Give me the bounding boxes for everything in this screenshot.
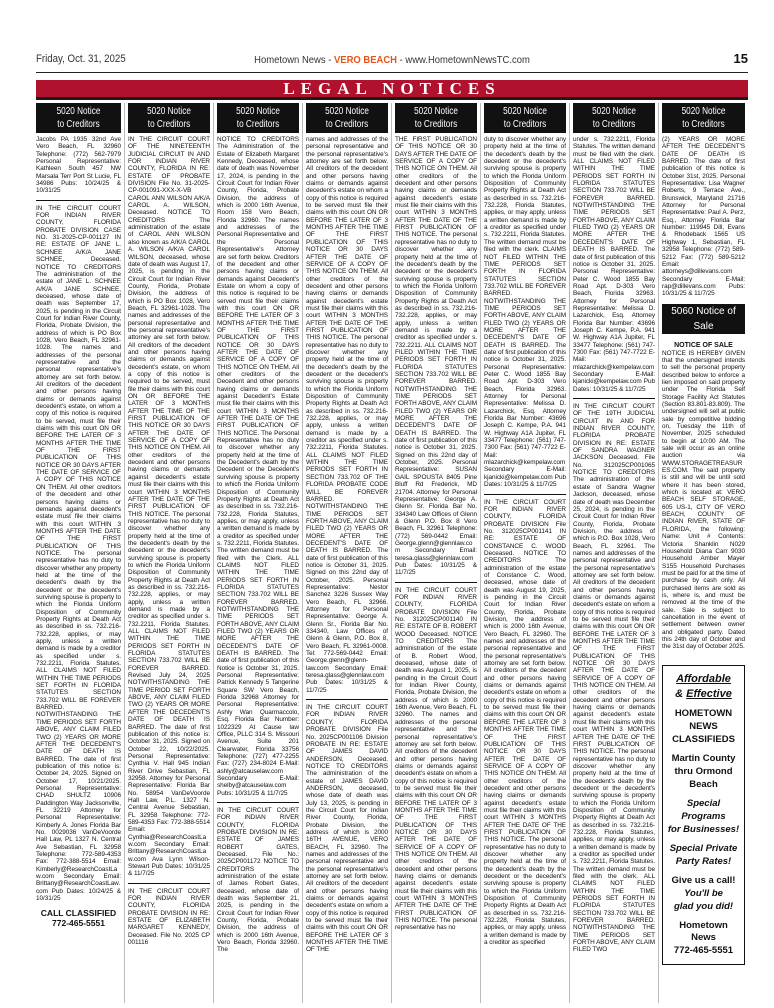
column-5 [392, 103, 481, 1003]
edition-city: VERO BEACH [333, 54, 397, 66]
page-number: 15 [733, 51, 748, 66]
column-heading-line: to Creditors [57, 119, 100, 130]
legal-notice: (2) YEARS OR MORE AFTER THE DECEDENT'S DATE OF DEATH IS BARRED. The date of first publication of this notice is October 31st, 2025. Personal Representative: Lisa Wagner Roberts, 9 Terrace Ave., Brunswick, Maryland 21716 Attorney for Personal Representative: Paul A. Perz, Esq., Attorney Florida Bar Number: 119945 Dill, Evans & Rhodeback 1565 US Highway 1, Sebastian, FL 32958 Telephone: (772) 589-5212 Fax: (772) 589-5212 Email: attorneys@dillevans.com Secondary E-Mail: rap@dillevans.com Pubs: 10/31/25 & 11/7/25 [662, 136, 745, 298]
masthead [72, 54, 713, 66]
legal-notice: IN THE CIRCUIT COURT OF THE 19TH JUDICIAL CIRCUIT IN AND FOR INDIAN RIVER COUNTY, FLORIDA PROBATE DIVISION IN RE: ESTATE OF SANDRA WAGNER JACKSON Deceased. File No. 312025CP001065 NOTICE TO CREDITORS The administration of the estate of Sandra Wagner Jackson, deceased, whose date of death was December 25, 2024, is pending in the Circuit Court for Indian River County, Florida, Probate Division, the address of which is P.O. Box 1028, Vero Beach, FL 32961. The names and addresses of the personal representative and the personal representative's attorney are set forth below. All creditors of the decedent and other persons having claims or demands against decedent's estate on whom a copy of this notice is required to be served must file their claims with this court ON OR BEFORE THE LATER OF 3 MONTHS AFTER THE TIME OF THE FIRST PUBLICATION OF THIS NOTICE OR 30 DAYS AFTER THE DATE OF SERVICE OF A COPY OF THIS NOTICE ON THEM. All other creditors of the decedent and other persons having claims or demands against decedent's estate must file their claims with this court WITHIN 3 MONTHS AFTER THE DATE OF THE FIRST PUBLICATION OF THIS NOTICE. The personal representative has no duty to discover whether any property held at the time of the decedent's death by the decedent or the decedent's surviving spouse is property to which the Florida Uniform Disposition of Community Property Rights at Death Act as described in ss. 732.216-732.228, Florida Statutes, applies, or may apply, unless a written demand is made by a creditor as specified under s. 732.2211, Florida Statutes. The written demand must be filed with the clerk. ALL CLAIMS NOT FILED WITHIN THE TIME PERIODS SET FORTH IN FLORIDA STATUTES SECTION 733.702 WILL BE FOREVER BARRED. NOTWITHSTANDING THE TIME PERIODS SET FORTH ABOVE, ANY CLAIM FILED TWO [573, 403, 655, 954]
ad-text: Hometown News [679, 919, 728, 943]
section-title: LEGAL NOTICES [283, 79, 501, 98]
column-heading-line: to Creditors [503, 119, 547, 130]
notice-divider [484, 494, 566, 495]
column-heading-line: 5020 Notice [147, 106, 191, 117]
ad-text: NEWS [689, 720, 718, 732]
column-6 [481, 103, 570, 1003]
notice-divider [573, 398, 655, 399]
ad-text: thru Ormond [674, 765, 733, 777]
legal-notice: IN THE CIRCUIT COURT FOR INDIAN RIVER COUNTY, FLORIDA PROBATE DIVISION IN RE: ESTATE OF ELIZABETH MARGARET KENNEDY, Deceased. File No. 2025 CP 001116 [128, 887, 210, 947]
column-3 [214, 103, 303, 1003]
ad-text: Special Private [669, 842, 738, 854]
column-heading-line: to Creditors [592, 119, 636, 130]
column-4 [303, 103, 392, 1003]
ad-text: Programs [681, 810, 726, 822]
column-8 [659, 103, 748, 1003]
legal-notice: Jacobs PA 1935 32nd Ave Vero Beach, FL 32960 Telephone: (772) 562-7979 Personal Representative: Kathleen South 457 NW Marsala Terr Port St Lucie, FL 34986 Pubs: 10/24/25 & 10/31/25 [36, 136, 121, 195]
column-heading [573, 103, 655, 133]
column-heading [306, 103, 388, 133]
ad-text: Beach [689, 778, 718, 790]
column-heading-line: 5020 Notice [592, 106, 636, 117]
legal-notice: names and addresses of the personal representative and the personal representative's attorney are set forth below. All creditors of the decedent and other persons having claims or demands against decedent's estate on whom a copy of this notice is required to be served must file their claims with this court ON OR BEFORE THE LATER OF 3 MONTHS AFTER THE TIME OF THE FIRST PUBLICATION OF THIS NOTICE OR 30 DAYS AFTER THE DATE OF SERVICE OF A COPY OF THIS NOTICE ON THEM. All other creditors of the decedent and other persons having claims or demands against decedent's estate must file their claims with this court WITHIN 3 MONTHS AFTER THE DATE OF THE FIRST PUBLICATION OF THIS NOTICE. The personal representative has no duty to discover whether any property held at the time of the decedent's death by the decedent or the decedent's surviving spouse is property to which the Florida Uniform Disposition of Community Property Rights at Death Act as described in ss. 732.216-732.228, applies, or may apply, unless a written demand is made by a creditor as specified under s. 732.2211, Florida Statutes. ALL CLAIMS NOT FILED WITHIN THE TIME PERIODS SET FORTH IN SECTION 733.702 OF THE FLORIDA PROBATE CODE WILL BE FOREVER BARRED. NOTWITHSTANDING THE TIME PERIODS SET FORTH ABOVE, ANY CLAIM FILED TWO (2) YEARS OR MORE AFTER THE DECEDENT'S DATE OF DEATH IS BARRED. The date of first publication of this notice is October 31, 2025. Signed on this 22nd day of October, 2025. Personal Representative: Nestor Sanchez 3226 Sussex Way Vero Beach, FL 32966. Attorney for Personal Representative: George A. Glenn Sr., Florida Bar No. 334340, Law Offices of Glenn & Glenn, P.O. Box 8, Vero Beach, FL 32961-0008. Tel: 772-569-0442 Email: George.glenn@glenn-law.com Secondary Email: teresa.glass@glennlaw.com Pub Dates: 10/31/25 & 11/7/25 [306, 136, 388, 694]
column-heading-line: to Creditors [236, 119, 280, 130]
column-heading-line: to Creditors [682, 119, 725, 130]
column-1 [36, 103, 125, 1003]
legal-notice: NOTICE TO CREDITORS The Administration of the Estate of Elizabeth Margaret Kennedy, Deceased, whose date of death was November 17, 2024, is pending in the Circuit Court for Indian River County, Florida, Probate Division, the address of which is 2000 16th Avenue, Room 158 Vero Beach, Florida 32960. The names and addresses of the Personal Representative and the Personal Representative's Attorney are set forth below. Creditors of the decedent and other persons having claims or demands against Decedent's Estate on whom a copy of this notice is required to be served must file their claims with this court ON OR BEFORE THE LATER OF 3 MONTHS AFTER THE TIME OF THE FIRST PUBLICATION OF THIS NOTICE OR 30 DAYS AFTER THE DATE OF SERVICE OF A COPY OF THIS NOTICE ON THEM. All other creditors of the Decedent and other persons having claims or demands against Decedent's Estate must file their claims with this court WITHIN 3 MONTHS AFTER THE DATE OF THE FIRST PUBLICATION OF THIS NOTICE. The Personal Representative has no duty to discover whether any property held at the time of the Decedent's death by the Decedent or the Decedent's surviving spouse is property to which the Florida Uniform Disposition of Community Property Rights at Death Act as described in ss. 732.216-732.228, Florida Statutes, applies, or may apply, unless a written demand is made by a creditor as specified under s. 732.2211, Florida Statutes. The written demand must be filed with the Clerk. ALL CLAIMS NOT FILED WITHIN THE TIME PERIODS SET FORTH IN FLORIDA STATUTES SECTION 733.702 WILL BE FOREVER BARRED. NOTWITHSTANDING THE TIME PERIODS SET FORTH ABOVE, ANY CLAIM FILED TWO (2) YEARS OR MORE AFTER THE DECEDENT'S DATE OF DEATH IS BARRED. The date of first publication of this Notice is October 31, 2025. Personal Representative: Patrick Kennedy 5 Tangerine Square SW Vero Beach, Florida 32968 Attorney for Personal Representative: Ashly Wan Quarmaccolo, Esq. Florida Bar Number: 1022329 At Cause law Office, PLLC 314 S. Missouri Avenue, Suite 201 Clearwater, Florida 33756 Telephone: (727) 477-2255 Fax: (727) 234-8024 E-Mail: ashly@atcauselaw.com Secondary E-Mail: shelby@atcauselaw.com Pubs: 10/31/25 & 11/7/25 [217, 136, 299, 797]
column-heading-line: to Creditors [414, 119, 458, 130]
call-label: CALL CLASSIFIED [40, 908, 117, 919]
call-classified [36, 908, 121, 928]
notice-divider [217, 802, 299, 803]
column-7 [570, 103, 659, 1003]
column-heading-line: 5020 Notice [56, 106, 101, 117]
column-heading [395, 103, 477, 133]
notice-divider [306, 699, 388, 700]
legal-notice: IN THE CIRCUIT COURT FOR INDIAN RIVER COUNTY, FLORIDA PROBATE DIVISION File No. 2025CP001106 Division PROBATE IN RE: ESTATE OF JAMES DAVID ANDERSON, Deceased. NOTICE TO CREDITORS The administration of the estate of JAMES DAVID ANDERSON, deceased, whose date of death was July 13, 2025, is pending in the Circuit Court for Indian River County, Florida, Probate Division, the address of which is 2000 16TH AVENUE, VERO BEACH, FL 32960. The names and addresses of the personal representative and the personal representative's attorney are set forth below. All creditors of the decedent and other persons having claims or demands against decedent's estate on whom a copy of this notice is required to be served must file their claims with this court ON OR BEFORE THE LATER OF 3 MONTHS AFTER THE TIME OF THE [306, 704, 388, 954]
column-heading [217, 103, 299, 133]
legal-notice: duty to discover whether any property held at the time of the decedent's death by the decedent or the decedent's surviving spouse is property to which the Florida Uniform Disposition of Community Property Rights at Death Act as described in ss. 732.216-732.228, Florida Statutes, applies, or may apply, unless a written demand is made by a creditor as specified under s. 732.2211, Florida Statutes. The written demand must be filed with the clerk. CLAIMS NOT FILED WITHIN THE TIME PERIODS SET FORTH IN FLORIDA STATUTES SECTION 733.702 WILL BE FOREVER BARRED. NOTWITHSTANDING THE TIME PERIODS SET FORTH ABOVE, ANY CLAIM FILED TWO (2) YEARS OR MORE AFTER THE DECEDENT'S DATE OF DEATH IS BARRED. The date of first publication of this notice is October 31, 2025. Personal Representative: Peter C. Wood 1855 Bay Road Apt. D-303 Vero Beach, Florida 32963. Attorney for Personal Representative: Melissa D. Lazarchick, Esq. Attorney Florida Bar Number: 43696 Joseph C. Kempe, P.A. 941 W. Highway A1A Jupiter, FL 33477 Telephone: (561) 747-7300 Fax: (561) 747-7722 E-Mail: mlazarchick@kempelaw.com Secondary E-Mail: kjanicki@kempelaw.com Pub Dates: 10/31/25 & 11/7/25 [484, 136, 566, 489]
column-heading-line: 5020 Notice [325, 106, 369, 117]
column-heading-line: 5020 Notice [681, 106, 726, 117]
website: - www.HometownNewsTC.com [396, 54, 530, 66]
notice-divider [395, 582, 477, 583]
sale-notice: NOTICE IS HEREBY GIVEN that the undersigned intends to sell the personal property described below to enforce a lien imposed on said property under The Florida Self Storage Facility Act Statutes (Section 83.801-83.809). The undersigned will sell at public sale by competitive bidding on, Tuesday the 11th of November, 2025 scheduled to begin at 10:00 AM. The sale will occur as an online auction via WWW.STORAGETREASURES.COM. The said property is still and will be until sold where it has been stored, which is located at: VERO BEACH SELF STORAGE, 605 US-1, CITY OF VERO BEACH, COUNTY OF INDIAN RIVER, STATE OF FLORIDA, the following: Name: Unit # Contents: Victoria Shanklin N029 Household Diana Carr 9030 Household Amber Mayer S155 Household Purchases must be paid for at the time of purchase by cash only. All purchased items are sold as is, where is, and must be removed at the time of the sale. Sale is subject to cancellation in the event of settlement between owner and obligated party. Dated this 24th day of October and the 31st day of October 2025. [662, 349, 745, 651]
ad-text: Give us a call! [671, 874, 736, 886]
ad-text: glad you did! [673, 900, 734, 912]
section-banner [36, 80, 748, 100]
ad-text: & [675, 687, 687, 700]
paper-name: Hometown News - [254, 54, 334, 66]
ad-text: You'll be [684, 887, 723, 899]
column-heading [484, 103, 566, 133]
notice-columns [36, 103, 748, 1003]
call-phone: 772-465-5551 [52, 918, 105, 929]
ad-text: for Businesses! [667, 823, 740, 835]
issue-date: Friday, Oct. 31, 2025 [36, 53, 126, 65]
column-heading [128, 103, 210, 133]
legal-notice: IN THE CIRCUIT COURT FOR INDIAN RIVER COUNTY, FLORIDA PROBATE DIVISION File No. 312025CP001140 IN RE: ESTATE OF B. ROBERT WOOD Deceased. NOTICE TO CREDITORS The administration of the estate of B. Robert Wood, deceased, whose date of death was August 1, 2025, is pending in the Circuit Court for Indian River County, Florida, Probate Division, the address of which is 2000 16th Avenue, Vero Beach, FL 32960. The names and addresses of the personal representative and the personal representative's attorney are set forth below. All creditors of the decedent and other persons having claims or demands against decedent's estate on whom a copy of this notice is required to be served must file their claims with this court ON OR BEFORE THE LATER OF 3 MONTHS AFTER THE TIME OF THE FIRST PUBLICATION OF THIS NOTICE OR 30 DAYS AFTER THE DATE OF SERVICE OF A COPY OF THIS NOTICE ON THEM. All other creditors of the decedent and other persons having claims or demands against decedent's estate must file their claims with this court WITHIN 3 MONTHS AFTER THE DATE OF THE FIRST PUBLICATION OF THIS NOTICE. The personal representative has no [395, 586, 477, 932]
ad-text: CLASSIFIEDS [672, 733, 735, 745]
section-heading-notice-of-sale: 5060 Notice of Sale [662, 304, 745, 334]
ad-text: Party Rates! [675, 855, 732, 867]
column-heading-line: 5020 Notice [236, 106, 280, 117]
sale-title: NOTICE OF SALE [674, 341, 733, 349]
column-heading [662, 103, 745, 133]
legal-notice: IN THE CIRCUIT COURT FOR INDIAN RIVER COUNTY, FLORIDA PROBATE DIVISION IN RE: ESTATE OF JAMES ROBERT GATES, Deceased. File No.: 2025CP001172 NOTICE TO CREDITORS The administration of the estate of James Robert Gates, deceased, whose date of death was September 21, 2025, is pending in the Circuit Court for Indian River County, Florida, Probate Division, the address of which is 2000 16th Avenue, Vero Beach, Florida 32960. The [217, 806, 299, 954]
ad-text: Effective [686, 687, 732, 700]
page-header [36, 50, 748, 73]
ad-text: Martin County [671, 752, 736, 764]
legal-notice: IN THE CIRCUIT COURT FOR INDIAN RIVER COUNTY, FLORIDA PROBATE DIVISION File No. 312025CP001141 IN RE: ESTATE OF CONSTANCE C. WOOD Deceased. NOTICE TO CREDITORS The administration of the estate of Constance C. Wood, deceased, whose date of death was August 19, 2025, is pending in the Circuit Court for Indian River County, Florida, Probate Division, the address of which is 2000 16th Avenue, Vero Beach, FL 32960. The names and addresses of the personal representative and the personal representative's attorney are set forth below. All creditors of the decedent and other persons having claims or demands against decedent's estate on whom a copy of this notice is required to be served must file their claims with this court ON OR BEFORE THE LATER OF 3 MONTHS AFTER THE TIME OF THE FIRST PUBLICATION OF THIS NOTICE OR 30 DAYS AFTER THE DATE OF SERVICE OF A COPY OF THIS NOTICE ON THEM. All other creditors of the decedent and other persons having claims or demands against decedent's estate must file their claims with this court WITHIN 3 MONTHS AFTER THE DATE OF THE FIRST PUBLICATION OF THIS NOTICE. The personal representative has no duty to discover whether any property held at the time of the decedent's death by the decedent or the decedent's surviving spouse is property to which the Florida Uniform Disposition of Community Property Rights at Death Act as described in ss. 732.216-732.228, Florida Statutes, applies, or may apply, unless a written demand is made by a creditor as specified [484, 498, 566, 947]
notice-divider [128, 883, 210, 884]
column-heading-line: 5020 Notice [414, 106, 458, 117]
notice-divider [36, 200, 121, 201]
ad-text: HOMETOWN [674, 707, 733, 719]
classifieds-ad [662, 665, 745, 965]
column-heading-line: to Creditors [147, 119, 191, 130]
legal-notice: THE FIRST PUBLICATION OF THIS NOTICE OR 30 DAYS AFTER THE DATE OF SERVICE OF A COPY OF THIS NOTICE ON THEM. All other creditors of the decedent and other persons having claims or demands against decedent's estate must file their claims with this court WITHIN 3 MONTHS AFTER THE DATE OF THE FIRST PUBLICATION OF THIS NOTICE. The personal representative has no duty to discover whether any property held at the time of the decedent's death by the decedent or the decedent's surviving spouse is property to which the Florida Uniform Disposition of Community Property Rights at Death Act as described in ss. 732.216-732.228, applies, or may apply, unless a written demand is made by a creditor as specified under s. 732.2211. ALL CLAIMS NOT FILED WITHIN THE TIME PERIODS SET FORTH IN FLORIDA STATUTES SECTION 733.702 WILL BE FOREVER BARRED. NOTWITHSTANDING THE TIME PERIODS SET FORTH ABOVE, ANY CLAIM FILED TWO (2) YEARS OR MORE AFTER THE DECEDENT'S DATE OF DEATH IS BARRED. The date of first publication of this notice is October 31, 2025. Signed on this 22nd day of October, 2025. Personal Representative: SUSAN GAIL SPOUSTA 8405 Pine Bluff Rd Frederick, MD 21704. Attorney for Personal Representative: George A. Glenn Sr. Florida Bar No. 334340 Law Offices of Glenn & Glenn P.O. Box 8 Vero Beach, FL 32961 Telephone: (772) 569-0442 Email: George.glenn@glennlaw.com Secondary Email: teresa.glass@glennlaw.com Pub Dates: 10/31/25 & 11/7/25 [395, 136, 477, 577]
ad-text: Affordable [676, 672, 731, 685]
legal-notice: IN THE CIRCUIT COURT OF THE NINETEENTH JUDICIAL CIRCUIT IN AND FOR INDIAN RIVER COUNTY, FLORIDA IN RE: ESTATE OF PROBATE DIVISION File No. 31-2025-CP-001091-XXX-X-VB CAROL ANN WILSON A/K/A CAROL A. WILSON, Deceased. NOTICE TO CREDITORS The administration of the estate of CAROL ANN WILSON also known as A/K/A CAROL A. WILSON A/K/A CAROL WILSON, deceased, whose date of death was August 17, 2025, is pending in the Circuit Court for Indian River County, Florida, Probate Division, the address of which is PO Box 1028, Vero Beach, FL 32961-1028. The names and addresses of the personal representative and the personal representative's attorney are set forth below. All creditors of the decedent and other persons having claims or demands against decedent's estate, on whom a copy of this notice is required to be served, must file their claims with this court ON OR BEFORE THE LATER OF 3 MONTHS AFTER THE TIME OF THE FIRST PUBLICATION OF THIS NOTICE OR 30 DAYS AFTER THE DATE OF SERVICE OF A COPY OF THIS NOTICE ON THEM. All other creditors of the decedent and other persons having claims or demands against decedent's estate must file their claims with this court WITHIN 3 MONTHS AFTER THE DATE OF THE FIRST PUBLICATION OF THIS NOTICE. The personal representative has no duty to discover whether any property held at the time of the decedent's death by the decedent or the decedent's surviving spouse is property to which the Florida Uniform Disposition of Community Property Rights at Death Act as described in ss. 732.216-732.228, applies, or may apply, unless a written demand is made by a creditor as specified under s. 732.2211, Florida Statutes. ALL CLAIMS NOT FILED WITHIN THE TIME PERIODS SET FORTH IN FLORIDA STATUTES SECTION 733.702 WILL BE FOREVER BARRED. Revised July 24, 2025 NOTWITHSTANDING THE TIME PERIOD SET FORTH ABOVE, ANY CLAIM FILED TWO (2) YEARS OR MORE AFTER THE DECEDENT'S DATE OF DEATH IS BARRED. The date of first publication of this notice is: October 31, 2025. Signed on October 22, 10/22/2025. Personal Representative: Cynthia V. Hall 945 Indian River Drive Sebastian, FL 32958. Attorney for Personal Representative: Florida Bar No. 58954 VanDeVoorde Hall Law, P.L. 1327 N. Central Avenue Sebastian, FL 32958 Telephone: 772-589-4353 Fax: 772-388-5514 Email: Cynthia@ResearchCoastLaw.com Secondary Email: Brittany@ResearchCoastLaw.com Ava Lynn Wilson-Stewart Pub Dates: 10/31/25 & 11/7/25 [128, 136, 210, 878]
column-heading-line: to Creditors [325, 119, 369, 130]
legal-notice: under s. 732.2211, Florida Statutes. The written demand must be filed with the clerk. ALL CLAIMS NOT FILED WITHIN THE TIME PERIODS SET FORTH IN FLORIDA STATUTES SECTION 733.702 WILL BE FOREVER BARRED. NOTWITHSTANDING THE TIME PERIODS SET FORTH ABOVE, ANY CLAIM FILED TWO (2) YEARS OR MORE AFTER THE DECEDENT'S DATE OF DEATH IS BARRED. The date of first publication of this notice is October 31, 2025. Personal Representative: Peter C. Wood 1855 Bay Road Apt. D-303 Vero Beach, Florida 32963. Attorney for Personal Representative: Melissa D. Lazarchick, Esq. Attorney Florida Bar Number: 43696 Joseph C. Kempe, P.A. 941 W. Highway A1A Jupiter, FL 33477 Telephone: (561) 747-7300 Fax: (561) 747-7722 E-Mail: mlazarchick@kempelaw.com Secondary E-Mail: kjanicki@kempelaw.com Pub Dates: 10/31/25 & 11/7/25 [573, 136, 655, 393]
ad-phone: 772-465-5551 [673, 944, 734, 956]
column-heading-line: 5020 Notice [503, 106, 547, 117]
ad-text: Special [686, 797, 721, 809]
column-heading [36, 103, 121, 133]
legal-notice: IN THE CIRCUIT COURT FOR INDIAN RIVER COUNTY, FLORIDA PROBATE DIVISION CASE NO. 31-2025-CP-001127 IN RE: ESTATE OF JANE L. SCHNEE A/K/A JANE SCHNEE, Deceased. NOTICE TO CREDITORS The administration of the estate of JANE L. SCHNEE A/K/A JANE SCHNEE, deceased, whose date of death was September 17, 2025, is pending in the Circuit Court for Indian River County, Florida, Probate Division, the address of which is PO Box 1028, Vero Beach, FL 32961-1028. The names and addresses of the personal representative and the personal representative's attorney are set forth below. All creditors of the decedent and other persons having claims or demands against decedent's estate, on whom a copy of this notice is required to be served, must file their claims with this court ON OR BEFORE THE LATER OF 3 MONTHS AFTER THE TIME OF THE FIRST PUBLICATION OF THIS NOTICE OR 30 DAYS AFTER THE DATE OF SERVICE OF A COPY OF THIS NOTICE ON THEM. All other creditors of the decedent and other persons having claims or demands against decedent's estate must file their claims with this court WITHIN 3 MONTHS AFTER THE DATE OF THE FIRST PUBLICATION OF THIS NOTICE. The personal representative has no duty to discover whether any property held at the time of the decedent's death by the decedent or the decedent's surviving spouse is property to which the Florida Uniform Disposition of Community Property Rights at Death Act as described in ss. 732.216-732.228, applies, or may apply, unless a written demand is made by a creditor as specified under s. 732.2211, Florida Statutes. ALL CLAIMS NOT FILED WITHIN THE TIME PERIODS SET FORTH IN FLORIDA STATUTES SECTION 733.702 WILL BE FOREVER BARRED. NOTWITHSTANDING THE TIME PERIODS SET FORTH ABOVE, ANY CLAIM FILED TWO (2) YEARS OR MORE AFTER THE DECEDENT'S DATE OF DEATH IS BARRED. The date of first publication of this notice is: October 24, 2025. Signed on October 17, 10/21/2025. Personal Representative: CHAD SHULTZ 10906 Paddington Way Jacksonville, FL 32219 Attorney for Personal Representative: Kimberly A. Jones Florida Bar No. 0029036 VanDeVoorde Hall Law, PL 1327 N. Central Ave Sebastian, FL 32958 Telephone: 772-589-4353 Fax: 772-388-5514 Email: Kimberly@ResearchCoastLaw.com Secondary Email: Brittany@ResearchCoastLaw.com Pub Dates: 10/24/25 & 10/31/25 [36, 204, 121, 903]
column-2 [125, 103, 214, 1003]
